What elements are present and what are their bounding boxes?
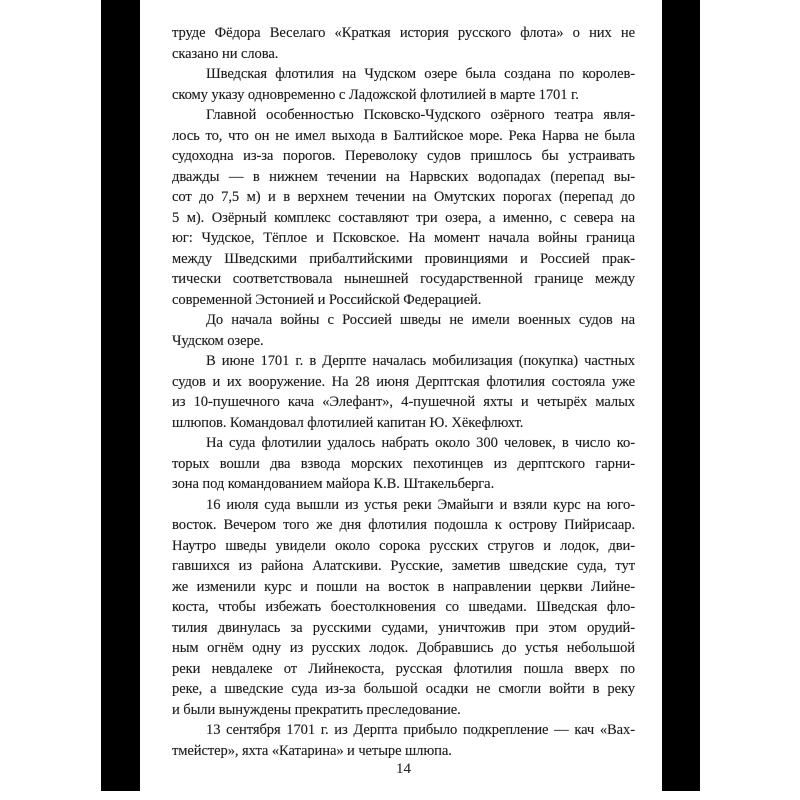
text-line: 13 сентября 1701 г. из Дерпта прибыло подкрепление — кач «Вах- (206, 722, 635, 738)
text-line: В июне 1701 г. в Дерпте началась мобилизация (покупка) частных (206, 353, 635, 369)
text-line: ным огнём одну из русских лодок. Добравшись до устья небольшой (172, 640, 635, 656)
text-line: из 10-пушечного кача «Элефант», 4-пушечной яхты и четырёх малых (172, 394, 635, 410)
text-line: скому указу одновременно с Ладожской флотилией в марте 1701 г. (172, 86, 579, 103)
text-line: 5 м). Озёрный комплекс составляют три озера, а именно, с севера на (172, 209, 635, 226)
text-line: судоходна из-за порогов. Переволоку судов пришлось бы устраивать (172, 148, 635, 164)
text-line: и были вынуждены прекратить преследование. (172, 701, 461, 718)
text-line: сказано ни слова. (172, 45, 279, 62)
text-line: тически соответствовала нынешней государственной границе между (172, 271, 635, 287)
text-line: же изменили курс и пошли на восток в направлении церкви Лийне- (172, 578, 635, 595)
text-line: юг: Чудское, Тёплое и Псковское. На момент начала войны граница (172, 230, 635, 246)
scan-gutter-right (662, 0, 700, 791)
text-line: Наутро шведы увидели около сорока русских стругов и лодок, дви- (172, 537, 635, 554)
text-line: Чудском озере. (172, 332, 264, 349)
text-line: современной Эстонией и Российской Федерацией. (172, 291, 482, 308)
scan-gutter-left (101, 0, 140, 791)
text-line: шлюпов. Командовал флотилией капитан Ю. Хёкефлюхт. (172, 414, 524, 431)
text-line: До начала войны с Россией шведы не имели военных судов на (206, 312, 635, 328)
text-line: тилия двинулась за русскими судами, уничтожив при этом орудий- (172, 619, 635, 636)
text-line: судов и их вооружение. На 28 июня Дерптская флотилия состояла уже (172, 373, 635, 390)
text-line: между Шведскими прибалтийскими провинциями и Россией прак- (172, 250, 635, 267)
text-line: сот до 7,5 м) и в верхнем течении на Омутских порогах (перепад до (172, 189, 635, 205)
page-number: 14 (396, 761, 411, 777)
text-line: 16 июля суда вышли из устья реки Эмайыги и взяли курс на юго- (206, 496, 635, 513)
text-line: зона под командованием майора К.В. Штакельберга. (172, 476, 495, 492)
text-line: реки невдалеке от Лийнекоста, русская флотилия пошла вверх по (172, 660, 635, 677)
text-line: восток. Вечером того же дня флотилия подошла к острову Пийрисаар. (172, 517, 635, 533)
text-line: труде Фёдора Веселаго «Краткая история русского флота» о них не (172, 25, 635, 41)
text-line: На суда флотилии удалось набрать около 300 человек, в число ко- (206, 435, 635, 451)
text-line: гавшихся из района Алатскиви. Русские, заметив шведские суда, тут (172, 558, 635, 574)
text-line: Шведская флотилия на Чудском озере была создана по королев- (206, 66, 635, 82)
text-line: лось то, что он не имел выхода в Балтийское море. Река Нарва не была (172, 127, 635, 144)
text-line: коста, чтобы избежать боестолкновения со шведами. Шведская фло- (172, 599, 635, 615)
text-line: тмейстер», яхта «Катарина» и четыре шлюпа. (172, 742, 452, 759)
page-text (172, 23, 635, 761)
text-line: дважды — в нижнем течении на Нарвских водопадах (перепад вы- (172, 168, 635, 185)
text-line: реке, а шведские суда из-за большой осадки не смогли войти в реку (172, 681, 635, 697)
text-line: Главной особенностью Псковско-Чудского озёрного театра явля- (206, 107, 635, 123)
text-line: торых вошли два взвода морских пехотинцев из дерптского гарни- (172, 455, 635, 472)
